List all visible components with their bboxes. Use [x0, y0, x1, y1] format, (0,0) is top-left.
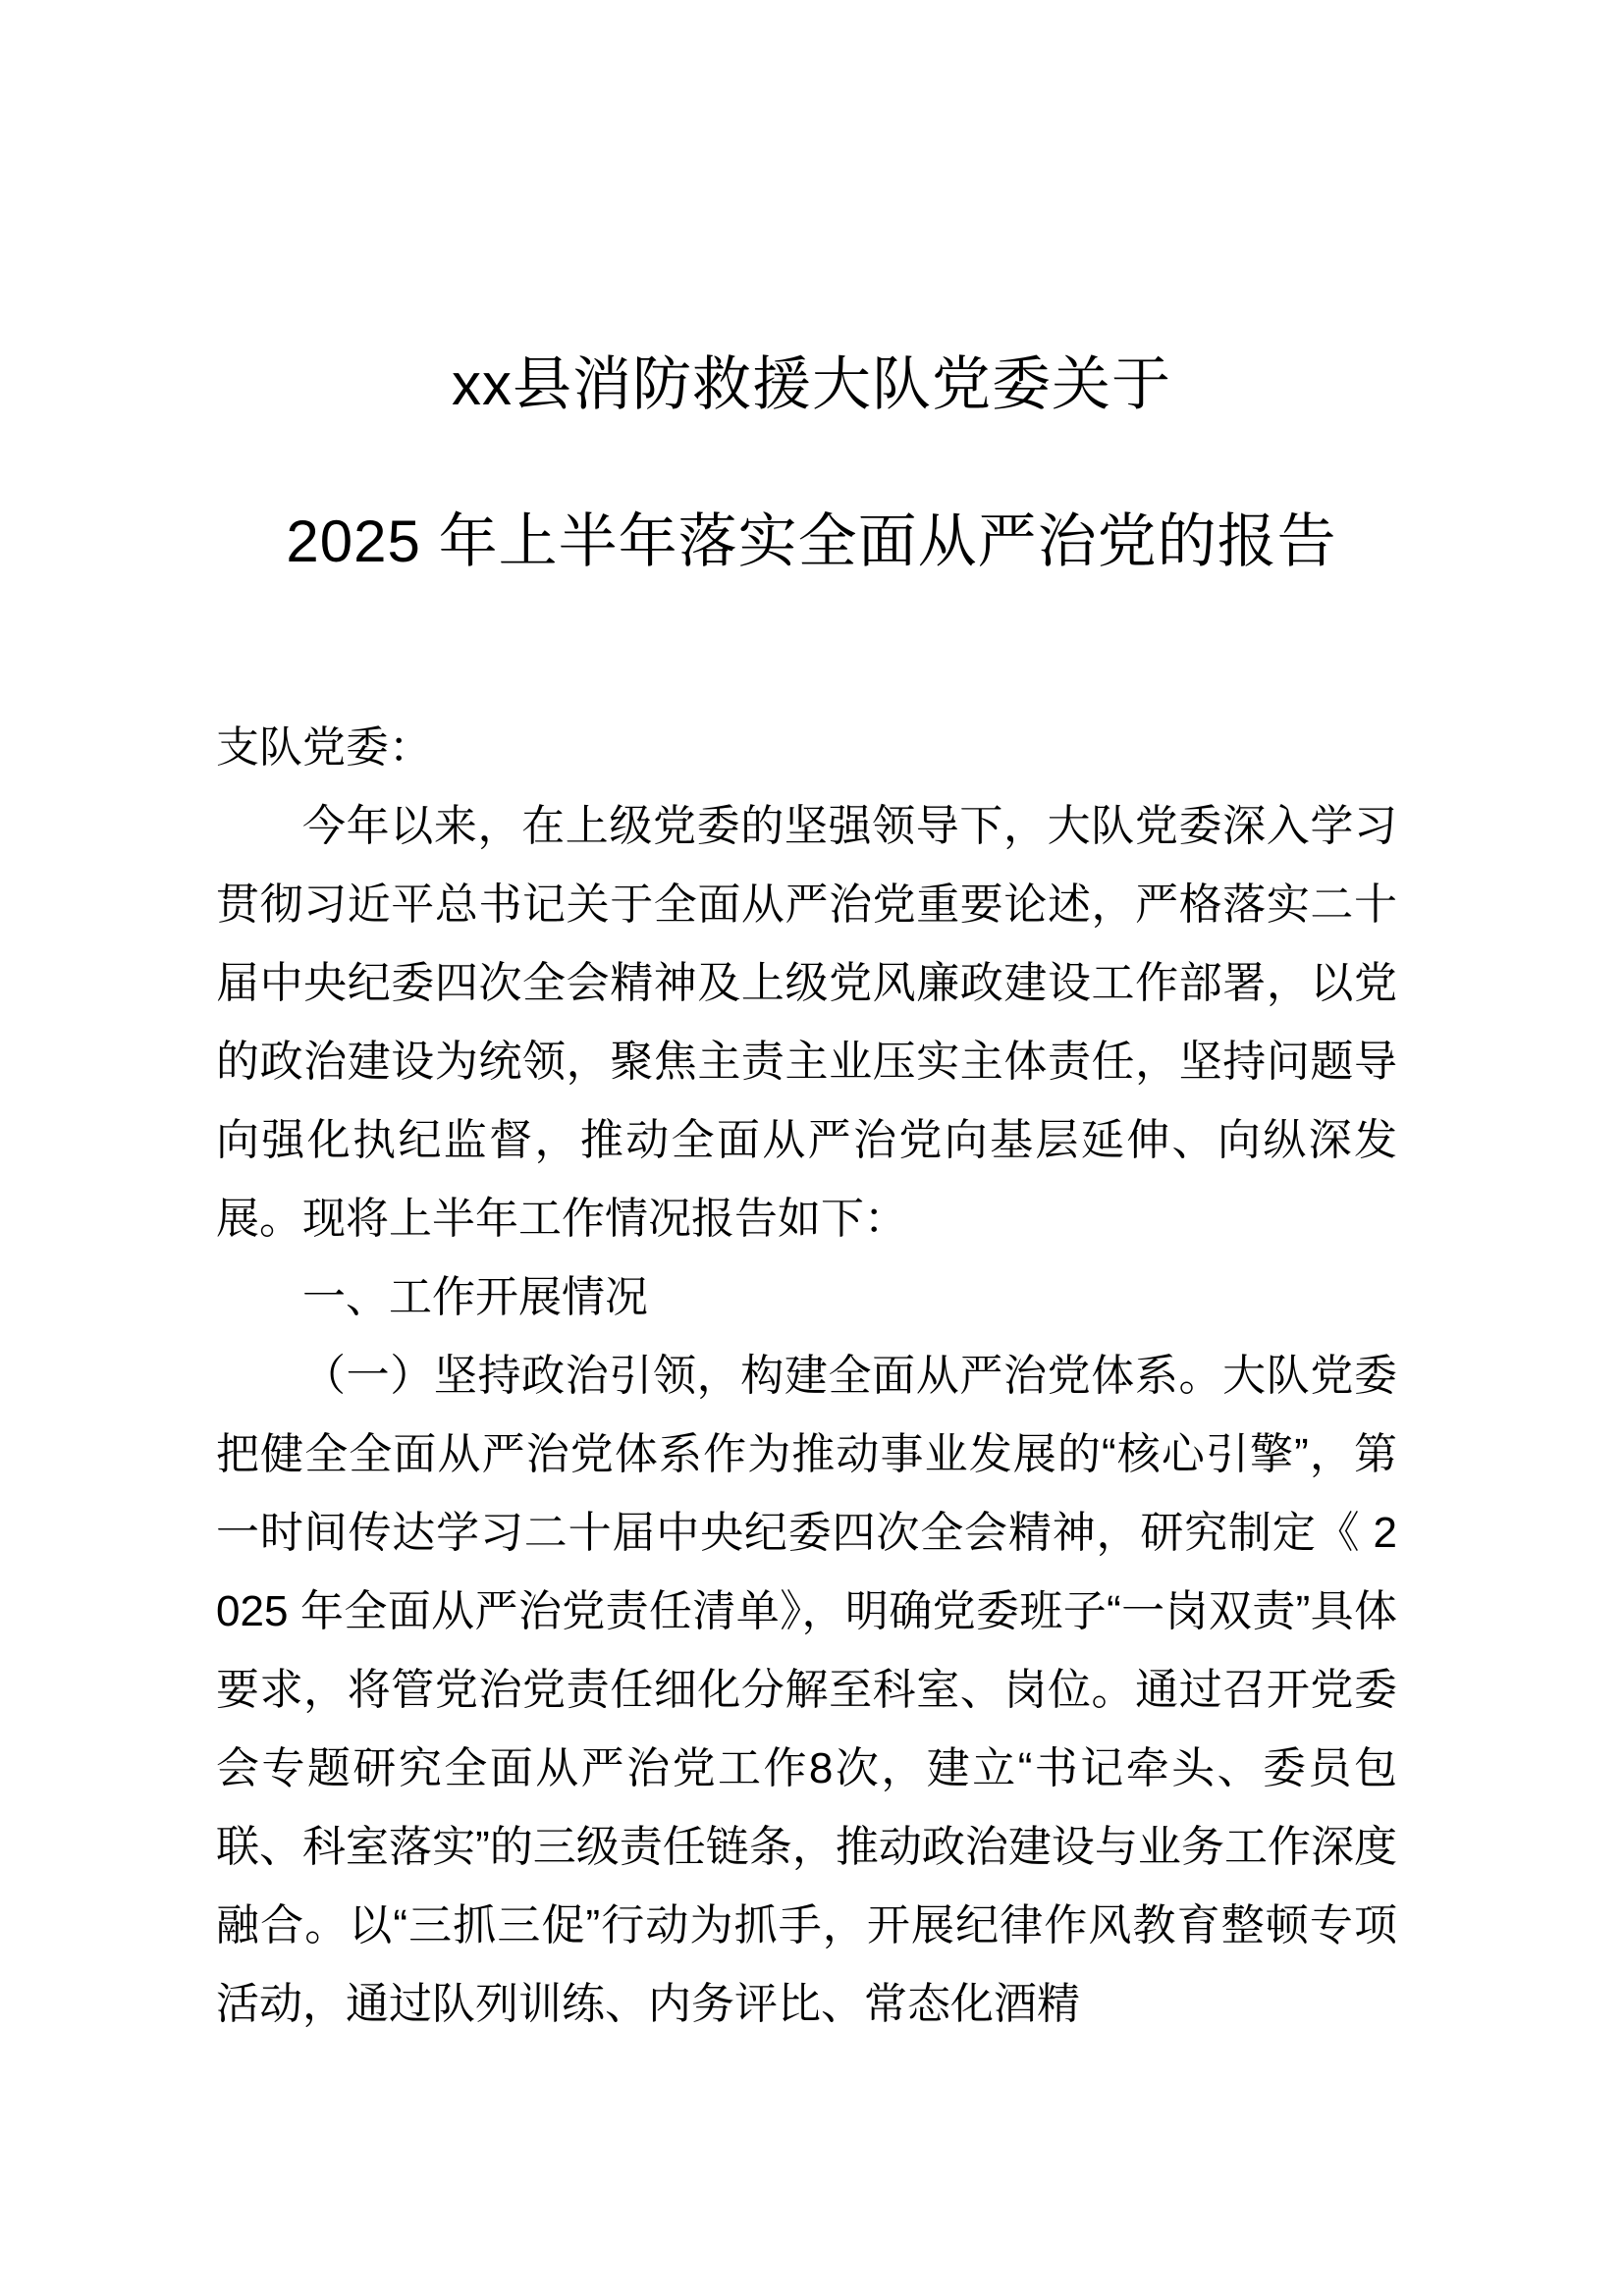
document-body — [216, 709, 1397, 2044]
paragraph-intro: 今年以来，在上级党委的坚强领导下，大队党委深入学习贯彻习近平总书记关于全面从严治党重要论述，严格落实二十届中央纪委四次全会精神及上级党风廉政建设工作部署，以党的政治建设为统领，聚焦主责主业压实主体责任，坚持问题导向强化执纪监督，推动全面从严治党向基层延伸、向纵深发展。现将上半年工作情况报告如下： — [216, 802, 1397, 1243]
salutation: 支队党委： — [216, 723, 432, 772]
document-title-line-2: 2025 年上半年落实全面从严治党的报告 — [286, 508, 1337, 574]
paragraph-section-1-1: （一）坚持政治引领，构建全面从严治党体系。大队党委把健全全面从严治党体系作为推动事业发展的“核心引擎”，第一时间传达学习二十届中央纪委四次全会精神，研究制定《 2025 年全面从严治党责任清单》，明确党委班子“一岗双责”具体要求，将管党治党责任细化分解至科室、岗位。通过召开党委会专题研究全面从严治党工作8次，建立“书记牵头、委员包联、科室落实”的三级责任链条，推动政治建设与业务工作深度融合。以“三抓三促”行动为抓手，开展纪律作风教育整顿专项活动，通过队列训练、内务评比、常态化酒精 — [216, 1352, 1397, 2028]
section-heading-1: 一、工作开展情况 — [302, 1273, 648, 1321]
document-title-line-1: xx县消防救援大队党委关于 — [452, 351, 1171, 417]
